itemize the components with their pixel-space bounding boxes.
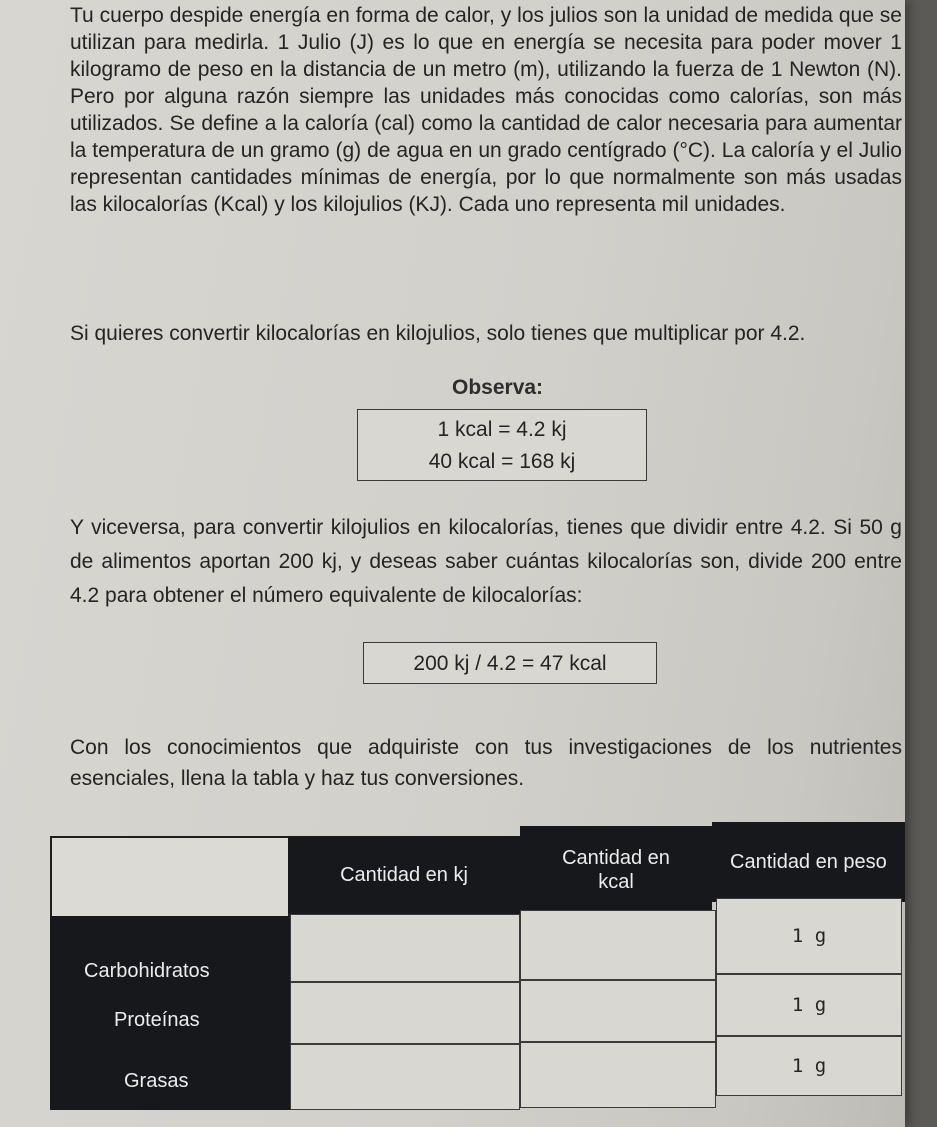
row-label-proteinas: Proteínas [50,996,290,1044]
table-corner-cell [50,836,290,916]
cell-grasas-peso: 1 g [716,1036,902,1096]
header-kj: Cantidad en kj [288,836,520,914]
table-instruction: Con los conocimientos que adquiriste con tus investigaciones de los nutrientes esenciales, llena la tabla y haz tus conversiones. [70,736,902,790]
division-instruction: Y viceversa, para convertir kilojulios en kilocalorías, tienes que dividir entre 4.2. Si 50 g de alimentos aportan 200 kj, y deseas saber cuántas kilocalorías son, divide 200 entre 4.2 para obtener el número equivalente de kilocalorías: [70,516,902,607]
division-box: 200 kj / 4.2 = 47 kcal [363,642,657,684]
example-line-2: 40 kcal = 168 kj [428,450,576,473]
observa-label: Observa: [452,376,544,399]
cell-proteinas-peso: 1 g [716,974,902,1036]
row-label-grasas: Grasas [50,1044,290,1110]
cell-grasas-kj[interactable] [290,1044,520,1110]
header-kcal-line1: Cantidad en [562,847,670,869]
conversion-table [50,822,905,1112]
header-peso: Cantidad en peso [712,822,905,902]
header-kcal [520,826,712,914]
conversion-instruction: Si quieres convertir kilocalorías en kilojulios, solo tienes que multiplicar por 4.2. [70,322,806,345]
example-line-1: 1 kcal = 4.2 kj [437,418,567,441]
header-kcal-line2: kcal [598,871,634,893]
cell-proteinas-kj[interactable] [290,982,520,1044]
cell-carbohidratos-kj[interactable] [290,914,520,982]
cell-proteinas-kcal[interactable] [520,980,716,1042]
example-box [357,409,647,481]
cell-carbohidratos-kcal[interactable] [520,910,716,980]
row-label-carbohidratos: Carbohidratos [50,916,290,996]
cell-carbohidratos-peso: 1 g [716,898,902,974]
intro-paragraph: Tu cuerpo despide energía en forma de calor, y los julios son la unidad de medida que se utilizan para medirla. 1 Julio (J) es lo que en energía se necesita para poder mover 1 kilogramo de peso en la distancia de un metro (m), utilizando la fuerza de 1 Newton (N). Pero por alguna razón siempre las unidades más conocidas como calorías, son más utilizados. Se define a la caloría (cal) como la cantidad de calor necesaria para aumentar la temperatura de un gramo (g) de agua en un grado centígrado (°C). La caloría y el Julio representan cantidades mínimas de energía, por lo que normalmente son más usadas las kilocalorías (Kcal) y los kilojulios (KJ). Cada uno representa mil unidades. [70,4,902,216]
cell-grasas-kcal[interactable] [520,1042,716,1108]
